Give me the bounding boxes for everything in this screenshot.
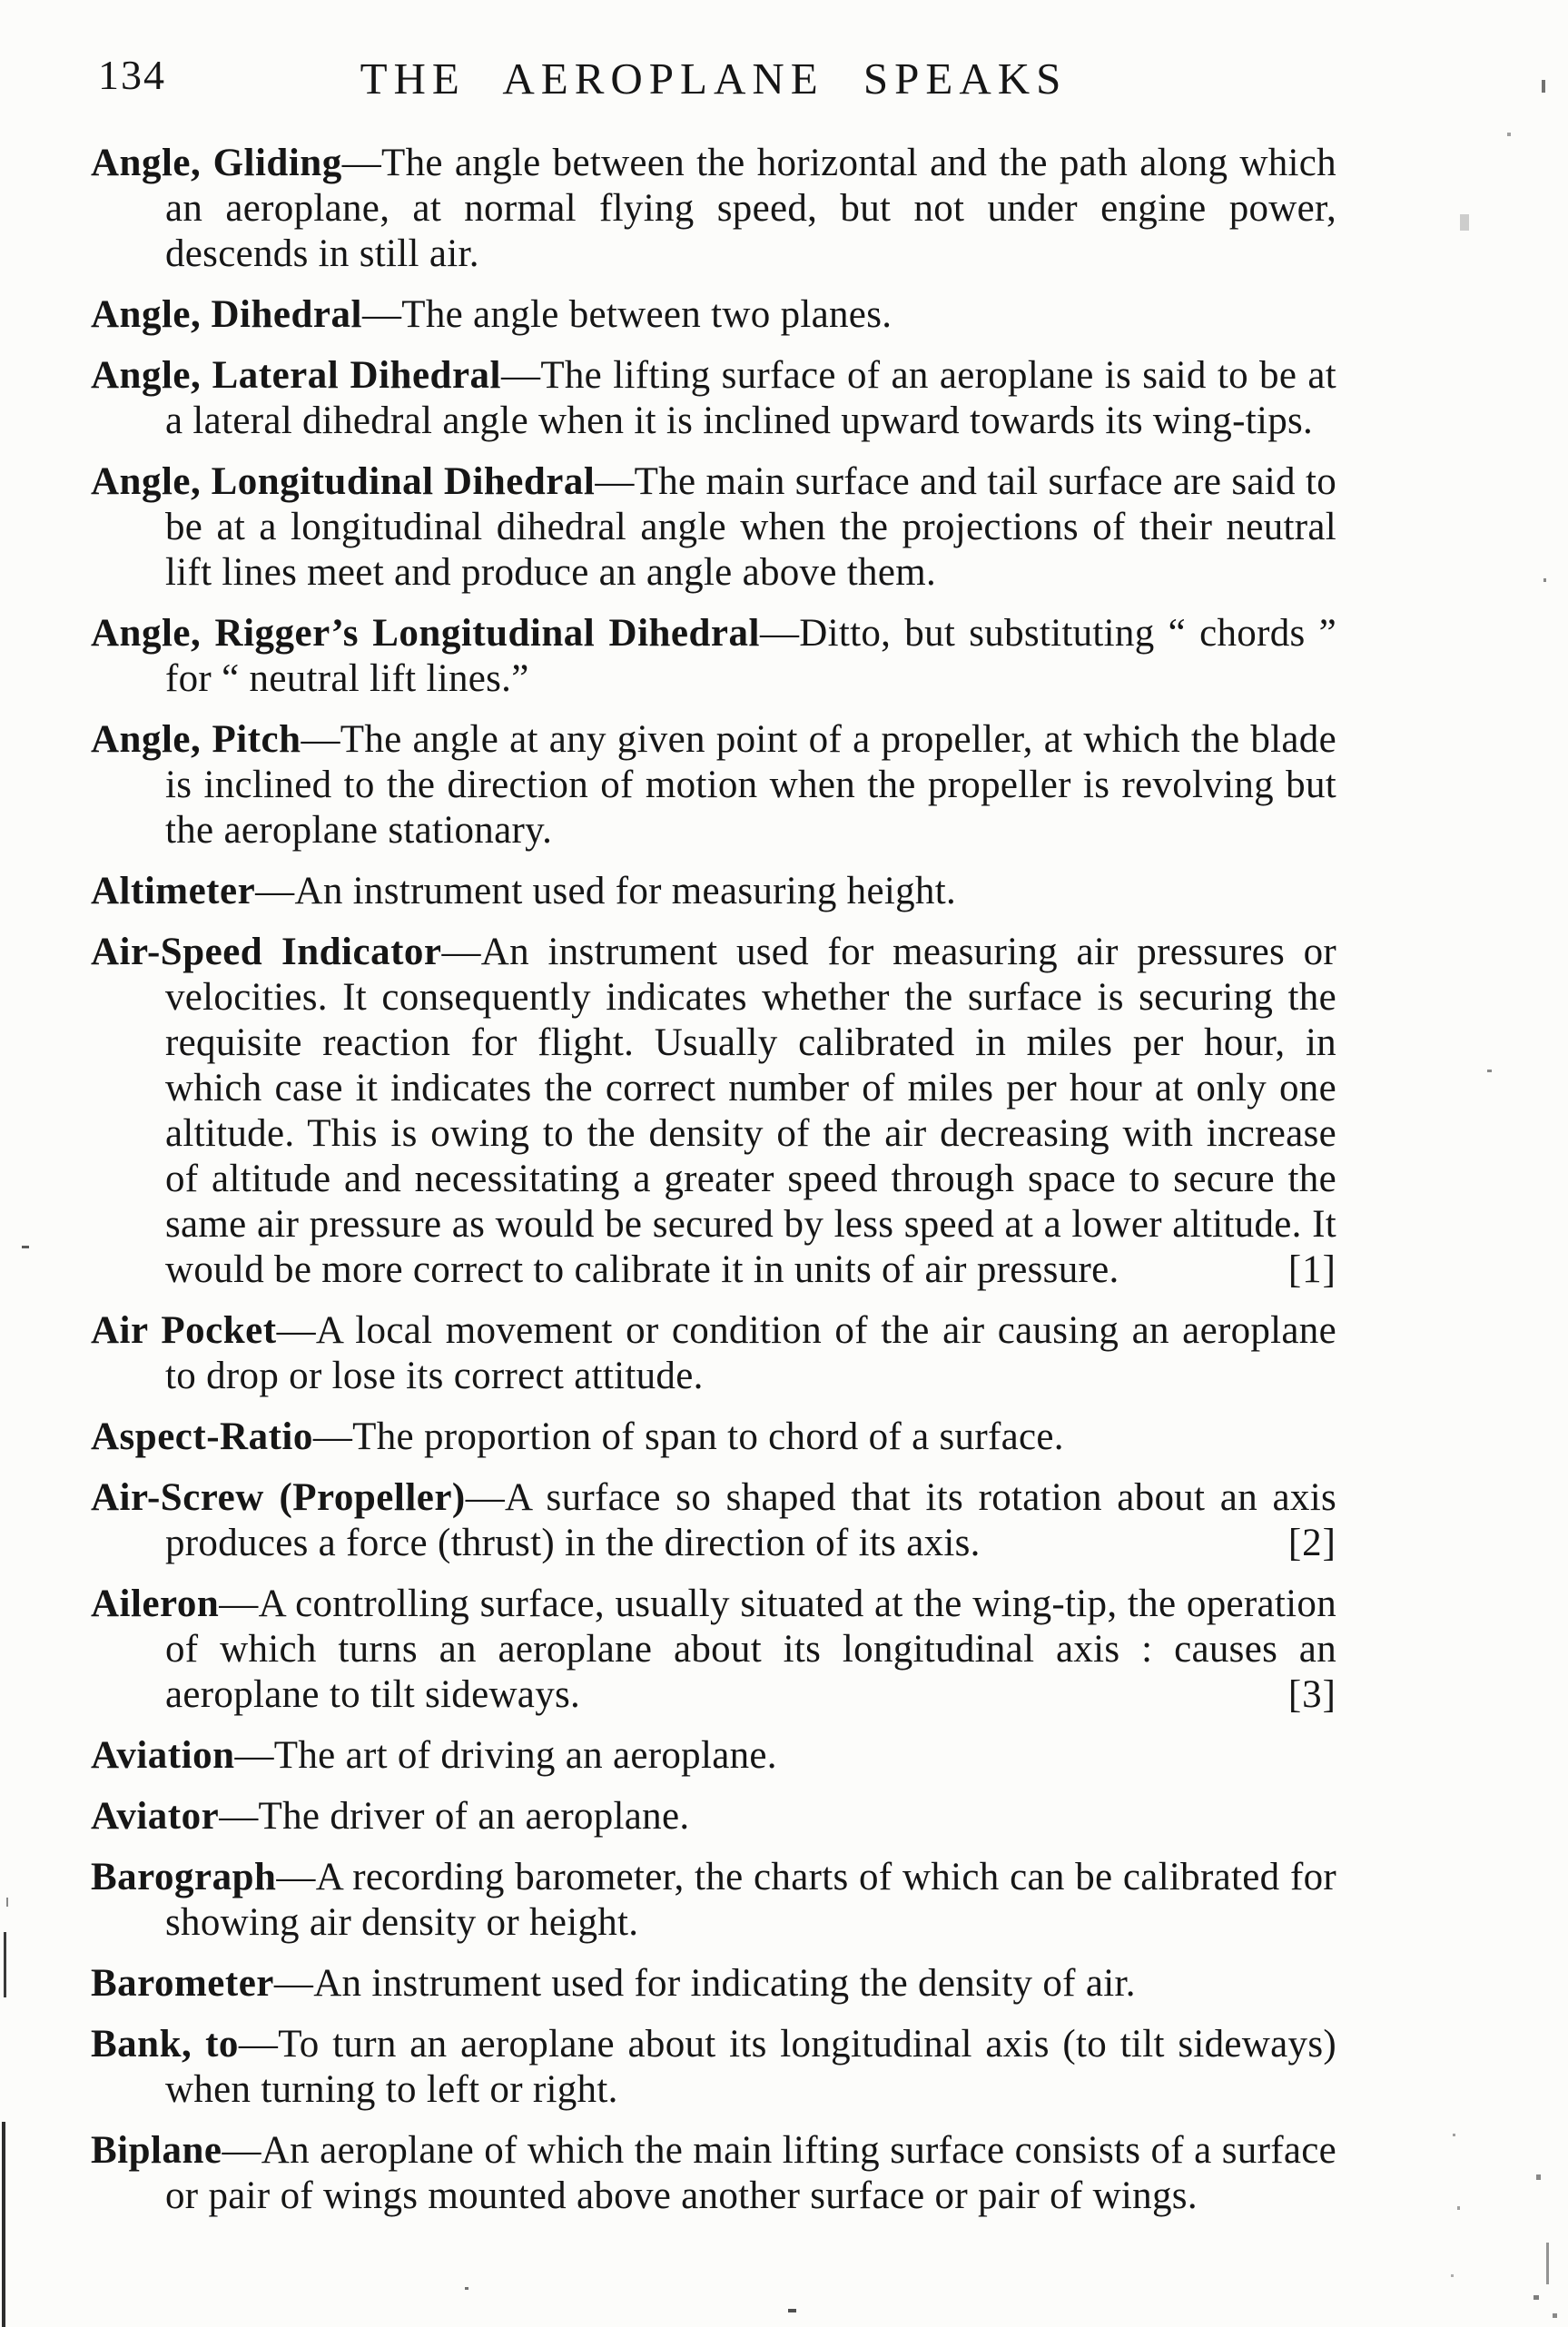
entry-term: Altimeter [91,870,256,912]
scan-artifact [1451,2274,1454,2277]
glossary-entry [91,292,1336,338]
scan-artifact [6,1898,8,1907]
entry-definition: —The angle at any given point of a propeller, at which the blade is inclined to the direction of motion when the propeller is revolving but the aeroplane stationary. [165,718,1336,852]
entry-term: Air-Speed Indicator [91,931,442,973]
glossary-content [91,141,1336,2219]
scan-artifact [1543,578,1546,582]
glossary-entry [91,459,1336,596]
glossary-entry [91,1794,1336,1839]
entry-definition: —The angle between two planes. [361,293,892,336]
scan-artifact [1546,2243,1549,2284]
glossary-entry [91,2022,1336,2113]
entry-definition: —Ditto, but substituting “ chords ” for “ neutral lift lines.” [165,612,1336,700]
entry-definition: —The main surface and tail surface are said to be at a longitudinal dihedral angle when the projections of their neutral lift lines meet and produce an angle above them. [165,460,1336,594]
glossary-entry [91,1961,1336,2007]
running-title: THE AEROPLANE SPEAKS [360,54,1068,104]
scan-artifact [1457,2206,1460,2210]
entry-definition: —An instrument used for measuring height. [255,870,957,912]
figure-reference: [3] [1287,1673,1336,1716]
scan-artifact [22,1246,29,1248]
glossary-entry [91,1582,1336,1718]
entry-term: Angle, Dihedral [91,293,362,336]
figure-reference: [1] [1287,1248,1336,1291]
glossary-entry [91,1415,1336,1460]
entry-definition: —The driver of an aeroplane. [219,1795,690,1838]
glossary-entry [91,869,1336,914]
entry-term: Angle, Pitch [91,718,301,761]
page-number: 134 [98,52,166,98]
glossary-entry [91,1855,1336,1946]
page-header [91,0,1336,104]
entry-definition: —An instrument used for measuring air pressures or velocities. It consequently indicates whether the surface is securing the requisite reaction for flight. Usually calibrated in miles per hour, in which case it indicates the correct number of miles per hour at only one altitude. This is owing to the density of the air decreasing with increase of altitude and necessitating a greater speed through space to secure the same air pressure as would be secured by less speed at a lower altitude. It would be more correct to calibrate it in units of air pressure. [165,931,1336,1291]
glossary-entry [91,1733,1336,1779]
entry-definition: —To turn an aeroplane about its longitudinal axis (to tilt sideways) when turning to left or right. [165,2023,1336,2111]
entry-definition: —The art of driving an aeroplane. [234,1734,777,1777]
entry-term: Aileron [91,1583,220,1625]
glossary-entry [91,930,1336,1293]
entry-term: Aspect-Ratio [91,1415,313,1458]
entry-definition: —A surface so shaped that its rotation about an axis produces a force (thrust) in the direction of its axis. [165,1476,1336,1564]
scan-artifact [1533,2295,1539,2300]
entry-definition: —An instrument used for indicating the density of air. [273,1962,1136,2005]
entry-term: Barometer [91,1962,274,2005]
entry-term: Angle, Longitudinal Dihedral [91,460,596,503]
glossary-entry [91,717,1336,853]
entry-term: Biplane [91,2129,222,2172]
entry-term: Aviator [91,1795,220,1838]
figure-reference: [2] [1287,1522,1336,1564]
scan-artifact [788,2309,796,2312]
scan-artifact [1536,2174,1541,2180]
glossary-entry [91,1475,1336,1566]
scan-artifact [1553,2313,1557,2318]
entry-term: Bank, to [91,2023,239,2066]
entry-definition: —The angle between the horizontal and the path along which an aeroplane, at normal flying speed, but not under engine power, descends in still air. [165,142,1336,275]
scan-artifact [1507,133,1511,136]
glossary-entry [91,1308,1336,1399]
entry-term: Angle, Rigger’s Longitudinal Dihedral [91,612,760,655]
scan-artifact [465,2287,468,2290]
entry-definition: —A local movement or condition of the air causing an aeroplane to drop or lose its correct attitude. [165,1309,1336,1397]
entry-term: Barograph [91,1856,277,1898]
entry-definition: —The proportion of span to chord of a surface. [312,1415,1064,1458]
entry-term: Angle, Lateral Dihedral [91,354,502,397]
glossary-entry [91,353,1336,444]
scan-artifact [4,1932,6,1997]
entry-term: Aviation [91,1734,235,1777]
entry-term: Air-Screw (Propeller) [91,1476,466,1519]
scan-artifact [1487,1070,1492,1072]
scan-artifact [1542,80,1545,93]
entry-definition: —A recording barometer, the charts of which can be calibrated for showing air density or height. [165,1856,1336,1944]
glossary-entry [91,611,1336,702]
entry-definition: —A controlling surface, usually situated at the wing-tip, the operation of which turns an aeroplane about its longitudinal axis : causes an aeroplane to tilt sideways. [165,1583,1336,1716]
glossary-entry [91,141,1336,277]
entry-definition: —An aeroplane of which the main lifting surface consists of a surface or pair of wings mounted above another surface or pair of wings. [165,2129,1336,2217]
entry-definition: —The lifting surface of an aeroplane is said to be at a lateral dihedral angle when it is inclined upward towards its wing-tips. [165,354,1336,442]
scan-artifact [1453,2134,1455,2136]
entry-term: Angle, Gliding [91,142,342,184]
glossary-entry [91,2128,1336,2219]
entry-term: Air Pocket [91,1309,277,1352]
scan-artifact [2,2122,5,2327]
scan-artifact [1460,214,1469,231]
